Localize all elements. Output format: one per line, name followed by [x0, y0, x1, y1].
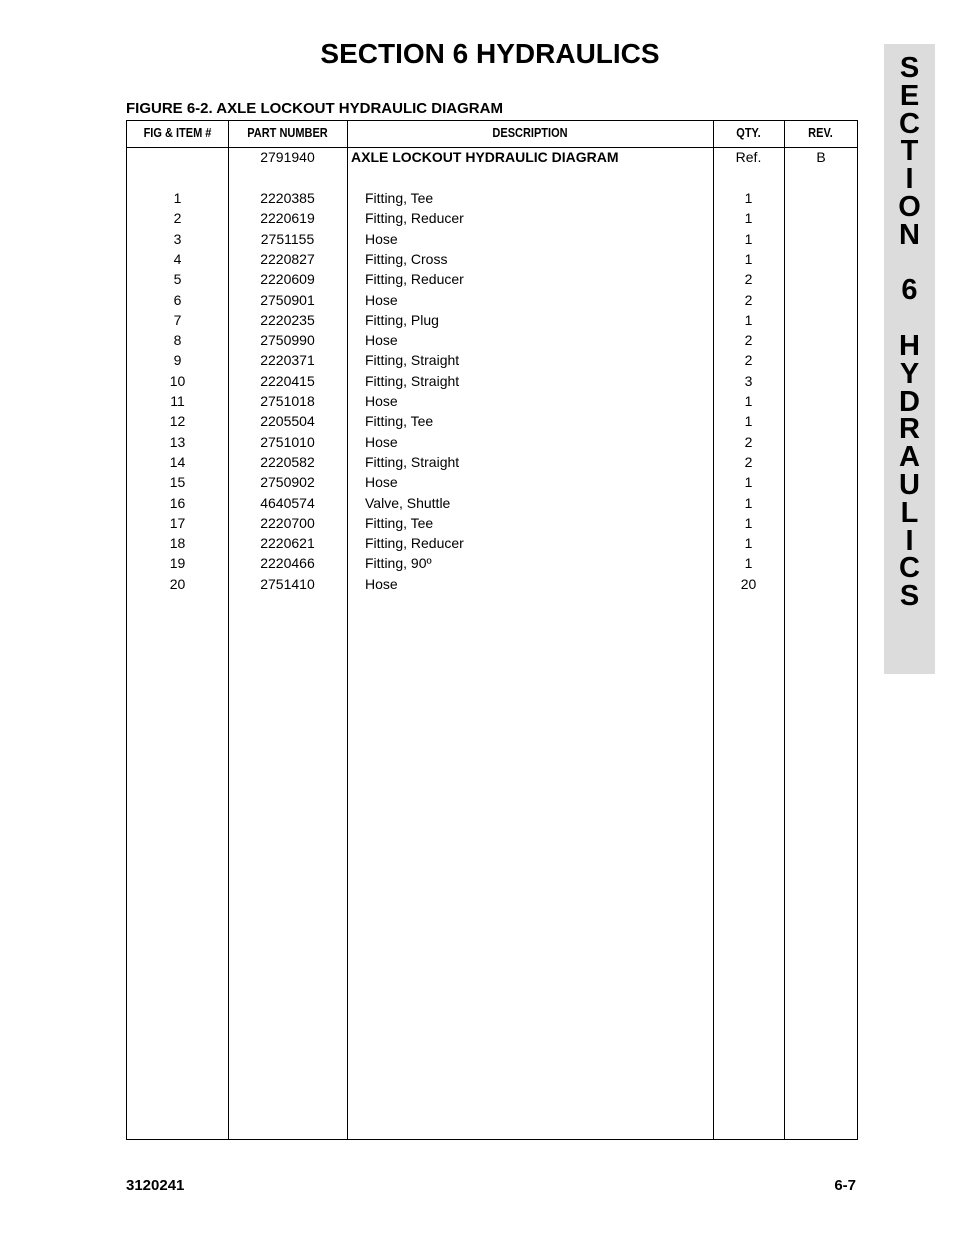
part-description: Fitting, Straight [365, 453, 460, 470]
part-description: Fitting, Plug [365, 311, 439, 328]
side-tab-letter: S [899, 580, 920, 613]
part-description: Fitting, Tee [365, 413, 434, 430]
figure-title: FIGURE 6-2. AXLE LOCKOUT HYDRAULIC DIAGRAM [126, 100, 503, 117]
item-number: 16 [169, 494, 186, 511]
item-number: 5 [173, 271, 182, 288]
side-tab-letter: C [899, 107, 920, 140]
side-tab-letter: 6 [901, 274, 918, 307]
part-number: 2220582 [260, 453, 315, 470]
table-row [127, 371, 857, 391]
side-tab-letter: E [899, 79, 920, 112]
item-number: 19 [169, 555, 186, 572]
part-number: 2750990 [260, 332, 315, 349]
part-description: Fitting, Reducer [365, 210, 464, 227]
item-number: 13 [169, 433, 186, 450]
table-row [127, 229, 857, 249]
side-tab-letter: R [899, 413, 920, 446]
table-row [127, 310, 857, 330]
column-header-description: DESCRIPTION [492, 126, 568, 140]
part-number: 2751018 [260, 393, 315, 409]
part-qty: 2 [744, 433, 753, 450]
item-number: 20 [169, 575, 186, 592]
part-qty: 2 [744, 271, 753, 288]
item-number: 9 [173, 352, 182, 369]
item-number: 2 [173, 210, 182, 227]
column-header-fig-item: FIG & ITEM # [143, 126, 212, 140]
part-number: 2220827 [260, 250, 315, 267]
assembly-rev: B [816, 149, 826, 165]
table-row [127, 533, 857, 553]
column-header-part-number: PART NUMBER [247, 126, 328, 140]
table-row [127, 493, 857, 513]
table-row [127, 188, 857, 208]
part-number: 2750901 [260, 291, 315, 308]
item-number: 7 [173, 311, 182, 328]
part-number: 2220619 [260, 210, 315, 227]
part-qty: 1 [744, 494, 753, 511]
side-tab-letter: O [898, 191, 921, 223]
assembly-description: AXLE LOCKOUT HYDRAULIC DIAGRAM [351, 149, 619, 165]
item-number: 12 [169, 413, 186, 430]
part-qty: 1 [744, 393, 753, 409]
table-row [127, 269, 857, 289]
part-qty: 2 [744, 291, 753, 308]
side-tab-letter: N [899, 218, 920, 251]
part-description: Fitting, Tee [365, 190, 434, 206]
part-number: 2750902 [260, 474, 315, 491]
part-qty: 1 [744, 474, 753, 491]
table-row [127, 391, 857, 411]
part-number: 2205504 [260, 413, 315, 430]
part-number: 2751155 [260, 230, 315, 247]
side-tab-letter: Y [899, 357, 920, 390]
part-number: 2220609 [260, 271, 315, 288]
table-row [127, 574, 857, 594]
table-row [127, 513, 857, 533]
part-number: 2220235 [260, 311, 315, 328]
section-title: SECTION 6 HYDRAULICS [320, 38, 660, 69]
assembly-part-number: 2791940 [260, 149, 315, 165]
part-number: 2220371 [260, 352, 315, 369]
item-number: 17 [169, 514, 186, 531]
part-qty: 2 [744, 332, 753, 349]
page-number: 6-7 [834, 1177, 856, 1194]
part-qty: 1 [744, 555, 753, 572]
section-side-tab [884, 44, 935, 674]
part-description: Hose [365, 575, 398, 592]
part-qty: 2 [744, 453, 753, 470]
part-qty: 2 [744, 352, 753, 369]
side-tab-letter: I [905, 163, 914, 196]
part-number: 2751410 [260, 575, 315, 592]
item-number: 14 [169, 453, 186, 470]
side-tab-letter: C [899, 552, 920, 585]
document-number: 3120241 [126, 1177, 185, 1194]
part-qty: 1 [744, 514, 753, 531]
part-description: Fitting, 90º [365, 555, 432, 572]
table-row [127, 249, 857, 269]
part-description: Fitting, Reducer [365, 535, 464, 552]
column-header-rev: REV. [808, 126, 833, 140]
side-tab-letter: U [899, 469, 920, 501]
part-number: 2220700 [260, 514, 315, 531]
part-description: Hose [365, 291, 398, 308]
part-qty: 3 [744, 372, 753, 389]
part-number: 2751010 [260, 433, 315, 450]
part-number: 2220415 [260, 372, 315, 389]
side-tab-letter: S [899, 52, 920, 84]
part-description: Fitting, Tee [365, 514, 434, 531]
side-tab-letter: I [905, 524, 914, 557]
item-number: 18 [169, 535, 186, 552]
item-number: 15 [169, 474, 186, 491]
parts-table [126, 120, 858, 1140]
table-row [127, 411, 857, 431]
part-qty: 1 [744, 210, 753, 227]
side-tab-letter: H [899, 330, 920, 362]
side-tab-letter: A [899, 441, 920, 474]
part-number: 2220385 [260, 190, 315, 206]
part-number: 2220621 [260, 535, 315, 552]
part-description: Fitting, Reducer [365, 271, 464, 288]
table-row [127, 290, 857, 310]
item-number: 4 [173, 250, 182, 267]
item-number: 6 [173, 291, 182, 308]
item-number: 3 [173, 230, 182, 247]
table-row [127, 432, 857, 452]
assembly-qty: Ref. [735, 149, 762, 165]
side-tab-letter: L [900, 496, 919, 529]
part-description: Fitting, Straight [365, 372, 460, 389]
part-description: Hose [365, 474, 398, 491]
side-tab-letter: D [899, 385, 920, 418]
part-qty: 1 [744, 230, 753, 247]
item-number: 11 [170, 393, 185, 409]
part-qty: 20 [740, 575, 757, 592]
part-description: Hose [365, 332, 398, 349]
table-row [127, 472, 857, 492]
part-qty: 1 [744, 311, 753, 328]
part-description: Hose [365, 230, 398, 247]
part-description: Hose [365, 433, 398, 450]
item-number: 1 [173, 190, 182, 206]
table-row [127, 553, 857, 573]
table-row [127, 350, 857, 370]
part-qty: 1 [744, 535, 753, 552]
column-header-qty: QTY. [736, 126, 761, 140]
side-tab-letter: T [900, 135, 919, 168]
table-row [127, 452, 857, 472]
part-qty: 1 [744, 250, 753, 267]
part-qty: 1 [744, 413, 753, 430]
part-description: Hose [365, 393, 398, 409]
part-description: Fitting, Cross [365, 250, 448, 267]
table-row [127, 330, 857, 350]
part-number: 2220466 [260, 555, 315, 572]
item-number: 10 [169, 372, 186, 389]
assembly-row [127, 147, 857, 167]
item-number: 8 [173, 332, 182, 349]
part-description: Fitting, Straight [365, 352, 460, 369]
part-number: 4640574 [260, 494, 315, 511]
table-row [127, 208, 857, 228]
part-description: Valve, Shuttle [365, 494, 451, 511]
part-qty: 1 [744, 190, 753, 206]
